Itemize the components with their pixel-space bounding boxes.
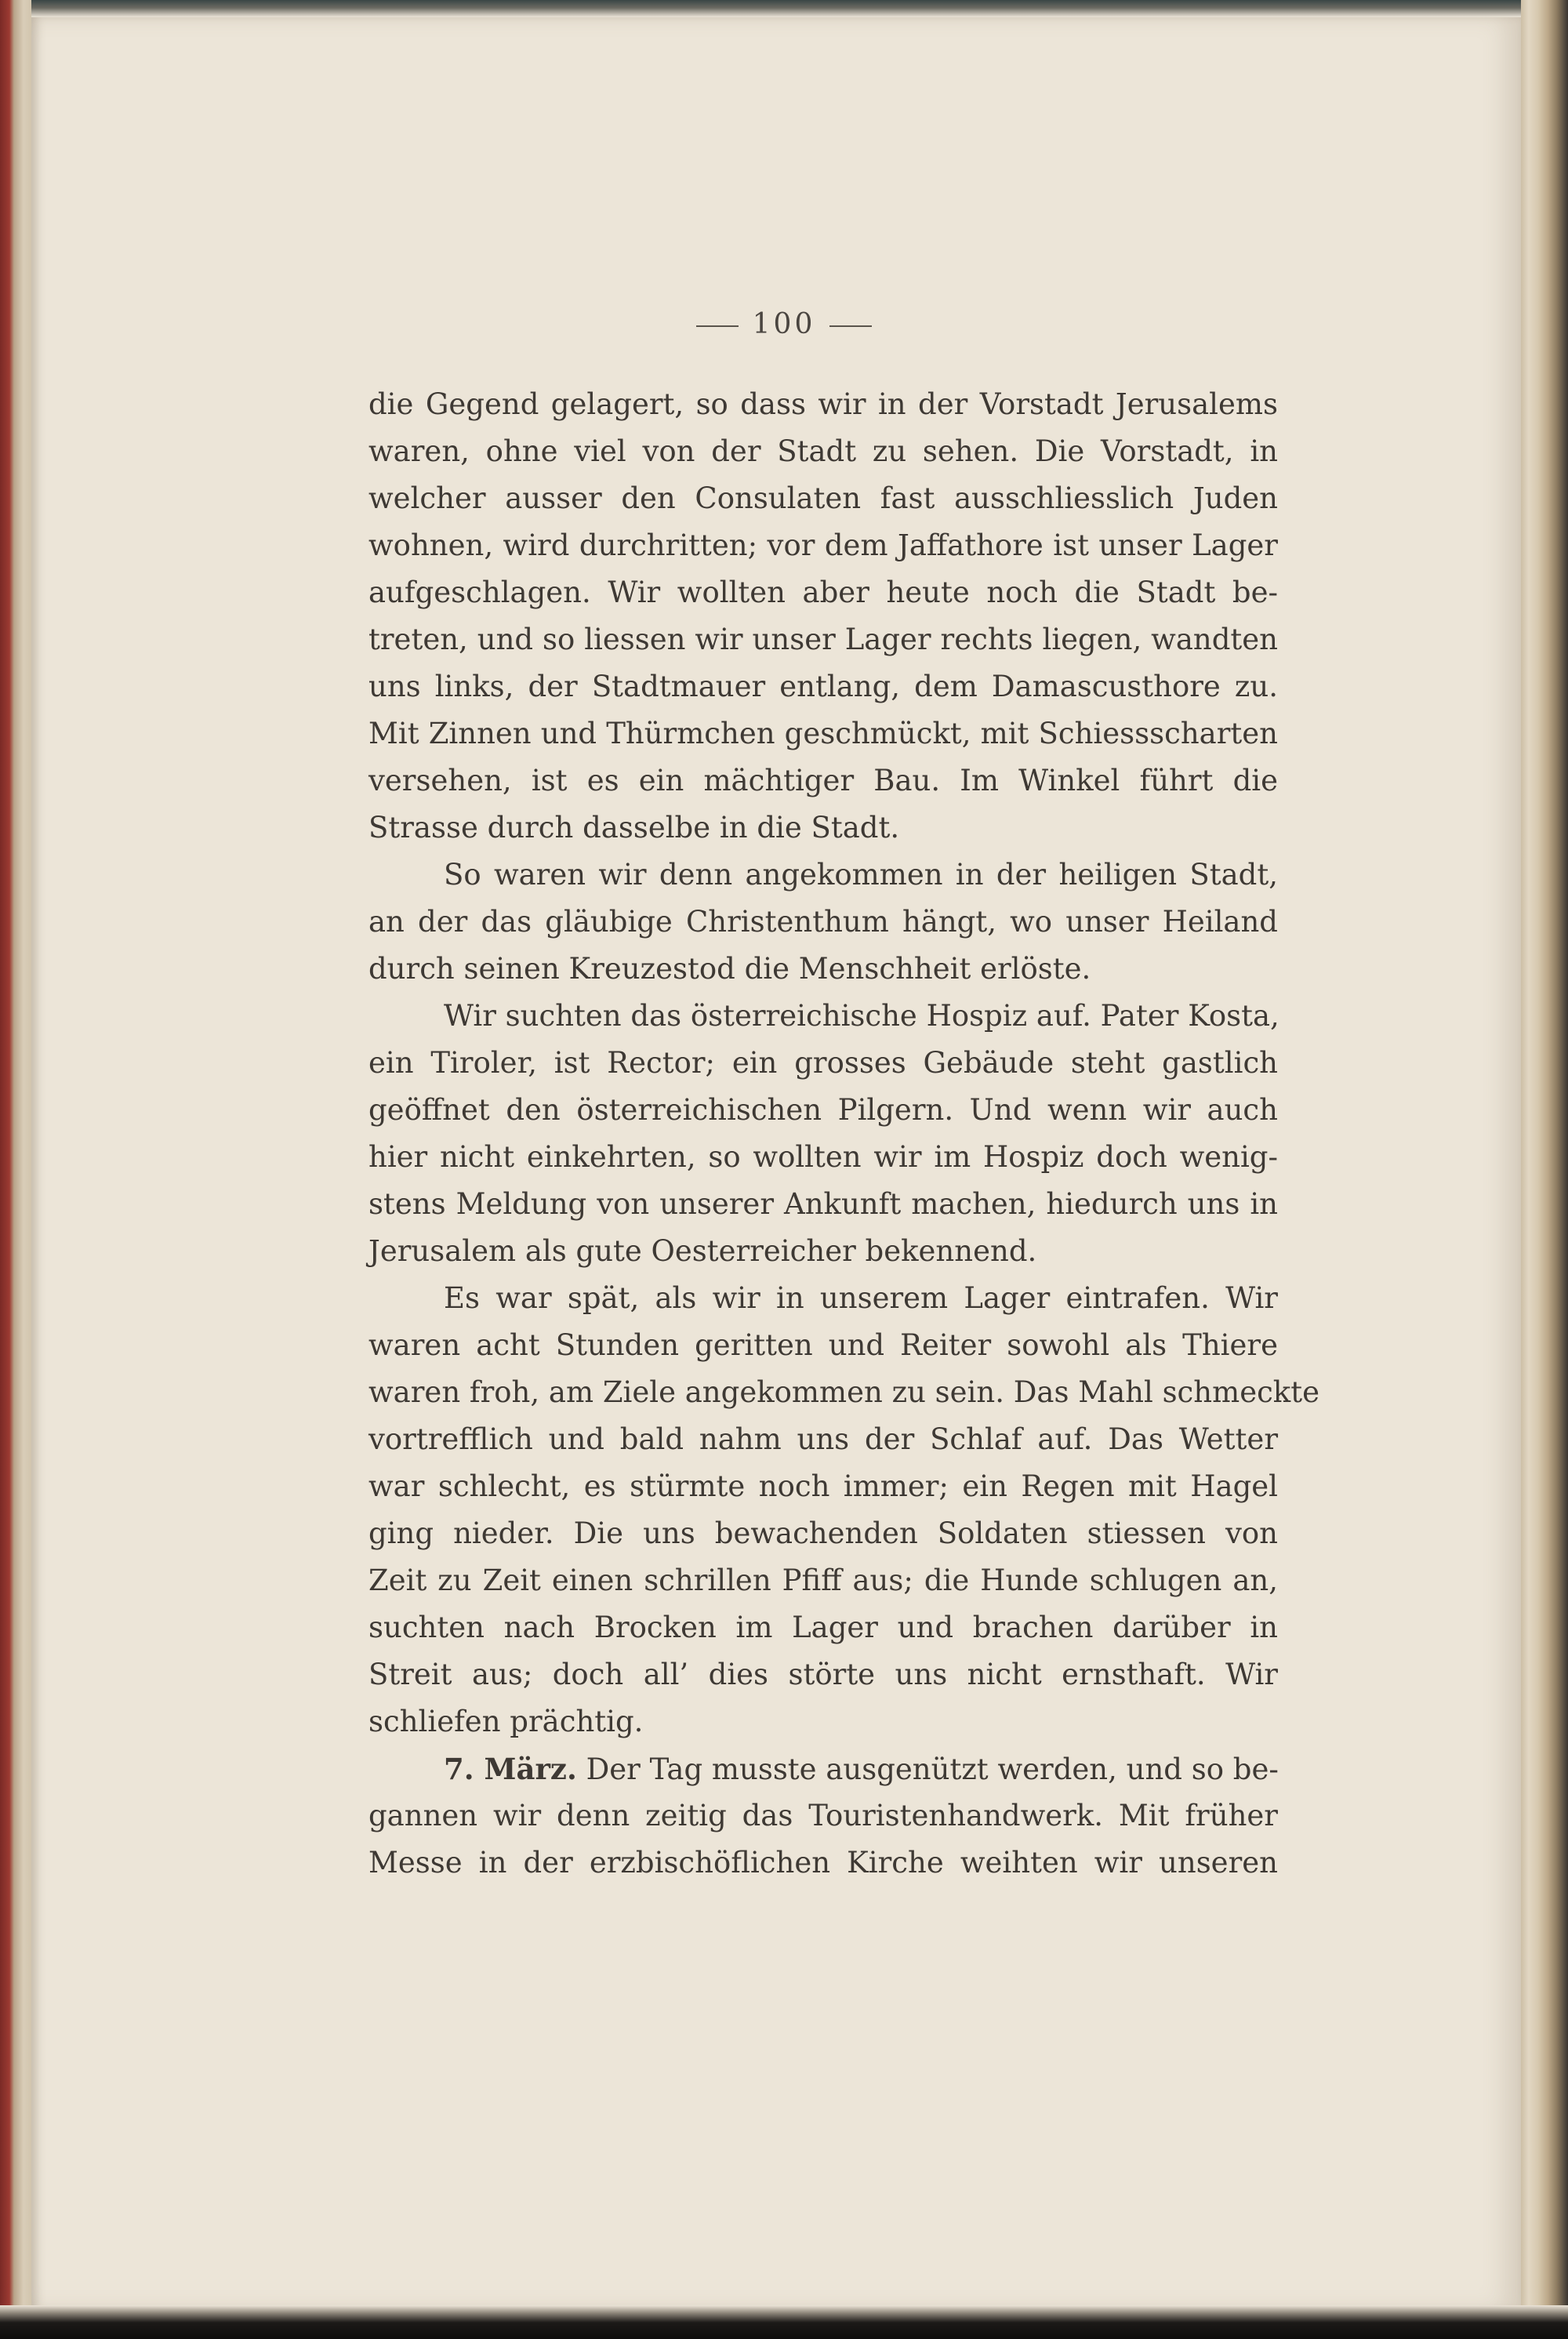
paragraph: [368, 852, 1278, 993]
text-line: hier nicht einkehrten, so wollten wir im Hospiz doch wenig-: [368, 1140, 1278, 1174]
text-line: aufgeschlagen. Wir wollten aber heute noch die Stadt be-: [368, 576, 1278, 609]
dash-right: [829, 325, 872, 327]
text-line: ging nieder. Die uns bewachenden Soldaten stiessen von: [368, 1516, 1278, 1550]
book-cover-edge: [0, 0, 34, 2339]
paragraph: [368, 993, 1278, 1275]
text-line: stens Meldung von unserer Ankunft machen, hiedurch uns in: [368, 1187, 1278, 1221]
text-line: an der das gläubige Christenthum hängt, wo unser Heiland: [368, 905, 1278, 939]
text-line: Zeit zu Zeit einen schrillen Pfiff aus; die Hunde schlugen an,: [368, 1564, 1278, 1597]
text-line: durch seinen Kreuzestod die Menschheit erlöste.: [368, 952, 1091, 986]
text-line: ein Tiroler, ist Rector; ein grosses Gebäude steht gastlich: [368, 1046, 1278, 1080]
text-line: Streit aus; doch all’ dies störte uns nicht ernsthaft. Wir: [368, 1658, 1278, 1691]
text-line: Mit Zinnen und Thürmchen geschmückt, mit Schiessscharten: [368, 717, 1278, 750]
text-line: waren acht Stunden geritten und Reiter sowohl als Thiere: [368, 1328, 1278, 1362]
paragraph: [368, 381, 1278, 852]
text-line: uns links, der Stadtmauer entlang, dem Damascusthore zu.: [368, 670, 1278, 703]
page-stack-edge: [1521, 0, 1568, 2339]
text-line: waren, ohne viel von der Stadt zu sehen. Die Vorstadt, in: [368, 434, 1278, 468]
text-line: die Gegend gelagert, so dass wir in der Vorstadt Jerusalems: [368, 387, 1278, 421]
paragraph: [368, 1275, 1319, 1745]
text-line: Jerusalem als gute Oesterreicher bekennend.: [368, 1234, 1037, 1268]
text-line: Wir suchten das österreichische Hospiz auf. Pater Kosta,: [444, 999, 1279, 1033]
body-text: [368, 381, 1319, 1887]
text-line: suchten nach Brocken im Lager und brachen darüber in: [368, 1611, 1278, 1644]
text-line: So waren wir denn angekommen in der heiligen Stadt,: [444, 858, 1278, 892]
page-number: 100: [752, 308, 816, 340]
text-line: gannen wir denn zeitig das Touristenhandwerk. Mit früher: [368, 1799, 1278, 1832]
top-edge: [31, 0, 1521, 17]
dash-left: [696, 325, 739, 327]
text-line: Strasse durch dasselbe in die Stadt.: [368, 811, 900, 844]
text-line: war schlecht, es stürmte noch immer; ein Regen mit Hagel: [368, 1469, 1278, 1503]
text-line: vortrefflich und bald nahm uns der Schlaf auf. Das Wetter: [368, 1422, 1278, 1456]
text-fragment: Der Tag musste ausgenützt werden, und so be-: [586, 1752, 1279, 1786]
text-line: Es war spät, als wir in unserem Lager eintrafen. Wir: [444, 1281, 1278, 1315]
text-line: treten, und so liessen wir unser Lager rechts liegen, wandten: [368, 623, 1278, 656]
date-label: 7. März.: [444, 1752, 577, 1786]
text-line: wohnen, wird durchritten; vor dem Jaffathore ist unser Lager: [368, 528, 1278, 562]
page-number-header: [0, 308, 1568, 340]
text-line: welcher ausser den Consulaten fast ausschliesslich Juden: [368, 481, 1278, 515]
text-line: versehen, ist es ein mächtiger Bau. Im Winkel führt die: [368, 764, 1278, 797]
text-line: schliefen prächtig.: [368, 1705, 644, 1738]
text-line: waren froh, am Ziele angekommen zu sein. Das Mahl schmeckte: [368, 1375, 1319, 1409]
paragraph: [368, 1745, 1278, 1887]
text-line: [368, 1745, 1278, 1792]
bottom-edge: [0, 2305, 1568, 2339]
text-line: Messe in der erzbischöflichen Kirche weihten wir unseren: [368, 1846, 1278, 1880]
text-line: geöffnet den österreichischen Pilgern. Und wenn wir auch: [368, 1093, 1278, 1127]
